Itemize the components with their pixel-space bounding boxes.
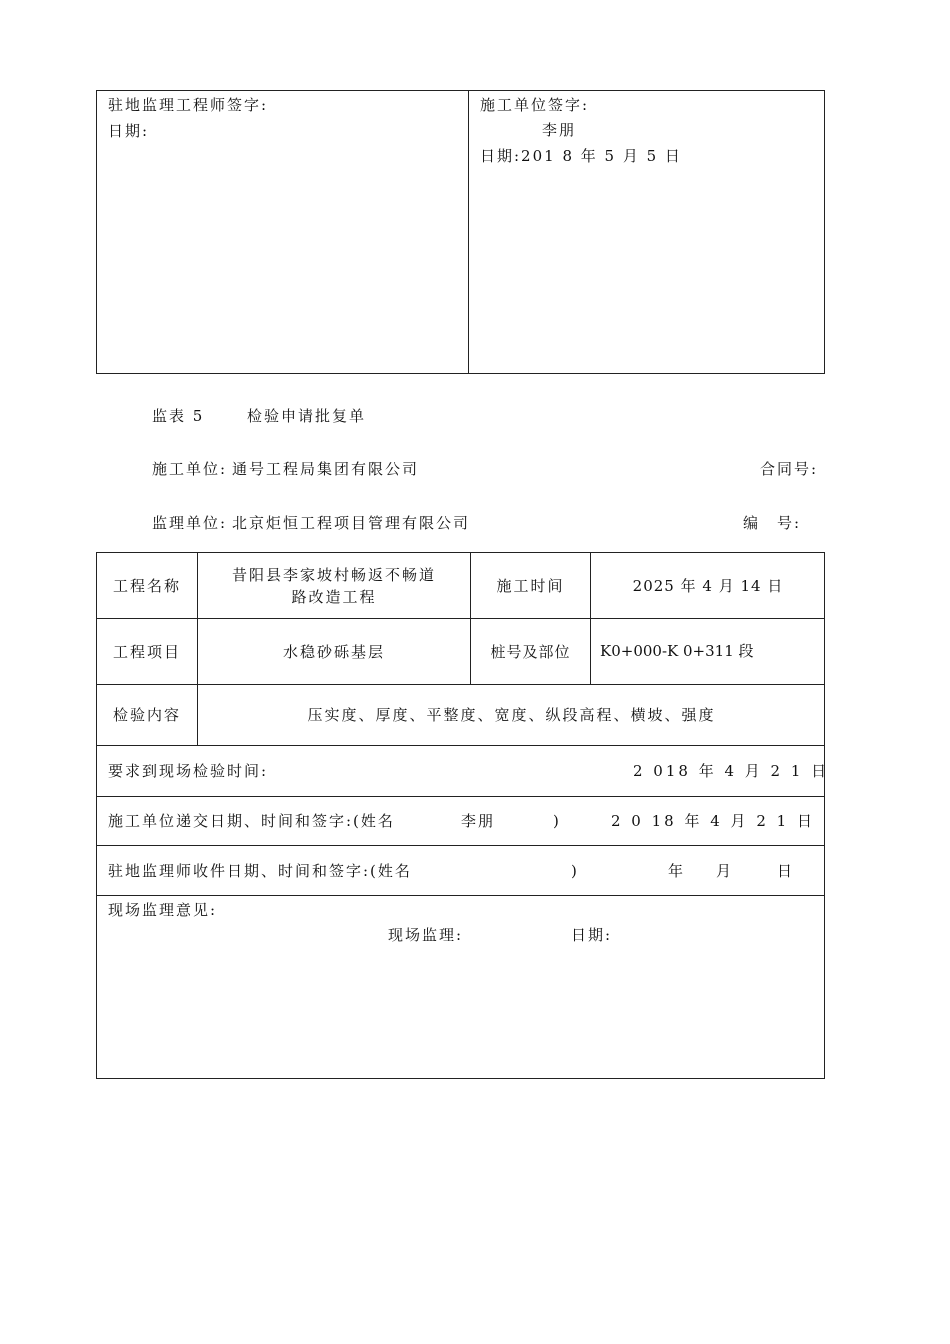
serial-number-label: 编 号:	[743, 514, 802, 532]
receive-year: 年	[668, 862, 686, 880]
supervisor-name: 北京炬恒工程项目管理有限公司	[232, 514, 471, 532]
opinion-supervisor-label: 现场监理:	[388, 926, 464, 944]
supervisor-date-label: 日期:	[108, 122, 150, 140]
contractor-signer: 李朋	[542, 121, 577, 139]
project-name-line1: 昔阳县李家坡村畅返不畅道	[231, 565, 436, 584]
station-label: 桩号及部位	[490, 642, 571, 661]
contract-number-label: 合同号:	[760, 460, 819, 478]
supervisor-signature-label: 驻地监理工程师签字:	[108, 96, 269, 114]
inspection-content-value: 压实度、厚度、平整度、宽度、纵段高程、横坡、强度	[307, 706, 716, 724]
inspection-table	[96, 552, 830, 1079]
supervisor-label: 监理单位:	[152, 514, 228, 532]
row-divider	[97, 845, 824, 846]
signature-divider	[468, 91, 469, 373]
row-divider	[97, 796, 824, 797]
opinion-date-label: 日期:	[571, 926, 613, 944]
table-number: 监表 5	[152, 407, 205, 425]
required-time-label: 要求到现场检验时间:	[108, 762, 269, 780]
receive-month: 月	[716, 862, 734, 880]
row-divider	[97, 745, 824, 746]
submit-date: 2 0 18 年 4 月 2 1 日	[611, 812, 815, 830]
project-name-line2: 路改造工程	[291, 587, 377, 606]
construction-time-label: 施工时间	[496, 576, 565, 595]
construction-time-value: 2025 年 4 月 14 日	[632, 576, 784, 595]
contractor-signature-label: 施工单位签字:	[480, 96, 590, 114]
required-time-value: 2 018 年 4 月 2 1 日	[633, 762, 830, 780]
inspection-content-label: 检验内容	[112, 706, 181, 724]
signature-table	[96, 90, 825, 374]
contractor-sign-date: 日期:201 8 年 5 月 5 日	[480, 147, 682, 165]
contractor-label: 施工单位:	[152, 460, 228, 478]
receive-day: 日	[777, 862, 795, 880]
project-name-label: 工程名称	[112, 576, 181, 595]
receive-close: )	[571, 862, 579, 880]
project-name-value	[198, 553, 470, 618]
work-item-value: 水稳砂砾基层	[282, 642, 385, 661]
receive-label: 驻地监理师收件日期、时间和签字:(姓名	[108, 862, 412, 880]
form-title: 检验申请批复单	[247, 407, 367, 425]
row-divider	[97, 895, 824, 896]
submit-label: 施工单位递交日期、时间和签字:(姓名	[108, 812, 395, 830]
opinion-label: 现场监理意见:	[108, 901, 218, 919]
station-value: K0+000-K 0+311 段	[600, 642, 754, 660]
contractor-name: 通号工程局集团有限公司	[232, 460, 420, 478]
submit-name: 李朋	[461, 812, 496, 830]
work-item-label: 工程项目	[112, 642, 181, 661]
submit-close: )	[553, 812, 561, 830]
